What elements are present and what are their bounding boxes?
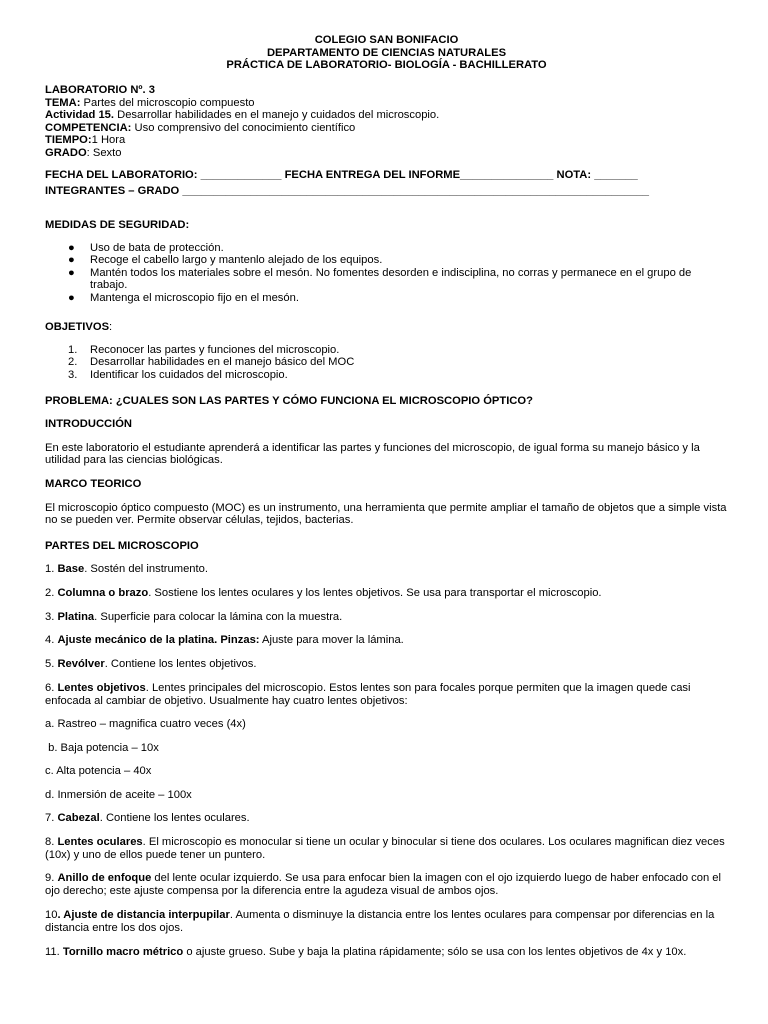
part-item: 11. Tornillo macro métrico o ajuste grueso. Sube y baja la platina rápidamente; sólo se usa con los lentes objetivos de 4x y 10x. bbox=[45, 946, 687, 958]
tiempo-label: TIEMPO: bbox=[45, 134, 92, 147]
grado-label: GRADO bbox=[45, 146, 87, 159]
form-fields bbox=[45, 169, 728, 197]
part-item: 4. Ajuste mecánico de la platina. Pinzas: Ajuste para mover la lámina. bbox=[45, 634, 404, 646]
bullet-icon: ● bbox=[68, 241, 75, 254]
competencia-value: Uso comprensivo del conocimiento científico bbox=[131, 121, 356, 134]
list-item: 1. Reconocer las partes y funciones del microscopio. bbox=[68, 343, 340, 356]
competencia-label: COMPETENCIA: bbox=[45, 121, 132, 134]
list-item: ● Mantén todos los materiales sobre el mesón. No fomentes desorden e indisciplina, no corras y permanece en el grupo de trabajo. bbox=[68, 266, 692, 292]
grado-line bbox=[45, 147, 728, 160]
list-item: ● Mantenga el microscopio fijo en el mesón. bbox=[68, 291, 299, 304]
parts-title: PARTES DEL MICROSCOPIO bbox=[45, 540, 199, 552]
introduction-text: En este laboratorio el estudiante aprenderá a identificar las partes y funciones del microscopio, de igual forma su manejo básico y la utilidad para las ciencias biológicas. bbox=[45, 441, 700, 467]
grado-value: : Sexto bbox=[86, 146, 122, 159]
theory-text: El microscopio óptico compuesto (MOC) es un instrumento, una herramienta que permite ampliar el tamaño de objetos que a simple vista no se pueden ver. Permite observar células, tejidos, bacterias. bbox=[45, 501, 727, 527]
department-name: DEPARTAMENTO DE CIENCIAS NATURALES bbox=[266, 46, 507, 59]
part-item: 9. Anillo de enfoque del lente ocular izquierdo. Se usa para enfocar bien la imagen con el ojo izquierdo luego de haber enfocado con el ojo derecho; este ajuste compensa por la diferencia entre la agudeza visual de ambos ojos. bbox=[45, 872, 722, 897]
competencia-line bbox=[45, 122, 728, 135]
list-item: 2. Desarrollar habilidades en el manejo básico del MOC bbox=[68, 356, 355, 369]
objectives-section bbox=[45, 321, 728, 381]
list-item: ● Recoge el cabello largo y mantenlo alejado de los equipos. bbox=[68, 254, 383, 267]
part-item: 3. Platina. Superficie para colocar la lámina con la muestra. bbox=[45, 611, 343, 623]
actividad-label: Actividad 15. bbox=[45, 109, 115, 122]
tema-line bbox=[45, 97, 728, 110]
list-item: ● Uso de bata de protección. bbox=[68, 241, 224, 254]
part-item: 6. Lentes objetivos. Lentes principales del microscopio. Estos lentes son para focales porque permiten que la imagen quede casi enfocada al cambiar de objetivo. Usualmente hay cuatro lentes objetivos: bbox=[45, 682, 691, 707]
objective-lens-item: a. Rastreo – magnifica cuatro veces (4x) bbox=[45, 718, 246, 730]
introduction-section bbox=[45, 418, 728, 467]
integrantes-field-line[interactable]: INTEGRANTES – GRADO ___________________________________________________________________________ bbox=[45, 184, 650, 197]
objective-lens-item: c. Alta potencia – 40x bbox=[45, 765, 152, 777]
part-item: 10. Ajuste de distancia interpupilar. Aumenta o disminuye la distancia entre los lentes oculares para compensar por diferencias en la distancia entre los dos ojos. bbox=[45, 909, 715, 934]
part-item: 7. Cabezal. Contiene los lentes oculares. bbox=[45, 812, 250, 824]
part-item: 5. Revólver. Contiene los lentes objetivos. bbox=[45, 658, 257, 670]
introduction-title: INTRODUCCIÓN bbox=[45, 418, 133, 430]
objectives-list bbox=[45, 344, 728, 382]
bullet-icon: ● bbox=[68, 291, 75, 304]
safety-section bbox=[45, 219, 728, 305]
actividad-line bbox=[45, 109, 728, 122]
fecha-field-line[interactable]: FECHA DEL LABORATORIO: _____________ FECHA ENTREGA DEL INFORME_______________ NOTA: _______ bbox=[45, 169, 638, 181]
part-item: 8. Lentes oculares. El microscopio es monocular si tiene un ocular y binocular si tiene dos oculares. Los oculares magnifican diez veces (10x) y uno de ellos puede tener un puntero. bbox=[45, 836, 725, 861]
safety-list bbox=[45, 242, 728, 305]
objective-lens-item: b. Baja potencia – 10x bbox=[45, 742, 159, 754]
objective-lens-item: d. Inmersión de aceite – 100x bbox=[45, 789, 192, 801]
tiempo-value: 1 Hora bbox=[91, 134, 126, 147]
objectives-title: OBJETIVOS: bbox=[45, 321, 113, 333]
tema-label: TEMA: bbox=[45, 96, 81, 109]
bullet-icon: ● bbox=[68, 254, 75, 267]
lab-number: LABORATORIO Nº. 3 bbox=[45, 84, 155, 96]
safety-title: MEDIDAS DE SEGURIDAD: bbox=[45, 219, 190, 231]
school-name: COLEGIO SAN BONIFACIO bbox=[314, 34, 459, 46]
document-header bbox=[45, 34, 728, 72]
theory-title: MARCO TEORICO bbox=[45, 478, 142, 490]
tema-value: Partes del microscopio compuesto bbox=[80, 96, 255, 109]
part-item: 2. Columna o brazo. Sostiene los lentes oculares y los lentes objetivos. Se usa para transportar el microscopio. bbox=[45, 587, 602, 599]
part-item: 1. Base. Sostén del instrumento. bbox=[45, 563, 208, 575]
bullet-icon: ● bbox=[68, 266, 75, 279]
practice-title: PRÁCTICA DE LABORATORIO- BIOLOGÍA - BACHILLERATO bbox=[226, 59, 547, 72]
tiempo-line bbox=[45, 134, 728, 147]
problem-statement: PROBLEMA: ¿CUALES SON LAS PARTES Y CÓMO FUNCIONA EL MICROSCOPIO ÓPTICO? bbox=[45, 395, 533, 407]
list-item: 3. Identificar los cuidados del microscopio. bbox=[68, 368, 288, 381]
actividad-value: Desarrollar habilidades en el manejo y cuidados del microscopio. bbox=[114, 109, 440, 122]
theory-section bbox=[45, 478, 728, 527]
lab-info bbox=[45, 84, 728, 160]
